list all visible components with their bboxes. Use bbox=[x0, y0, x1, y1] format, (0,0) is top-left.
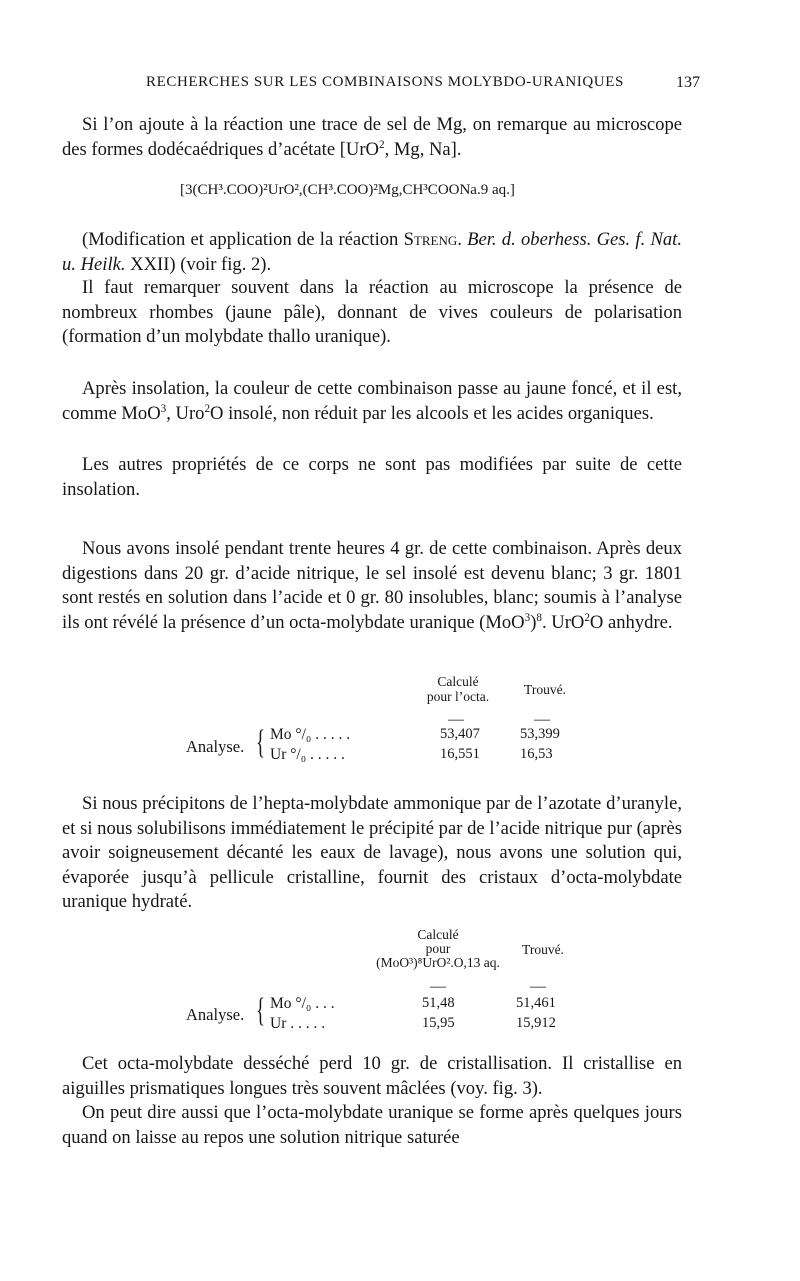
author-name: Streng bbox=[403, 229, 458, 250]
analysis-label: Analyse. bbox=[186, 737, 245, 756]
table-cell-found: 16,53 bbox=[520, 746, 553, 762]
column-header-found: Trouvé. bbox=[522, 942, 564, 957]
table-row-label: Mo °/₀ . . . . . bbox=[270, 726, 351, 743]
table-cell-found: 53,399 bbox=[520, 726, 560, 742]
table-row-label: Mo °/₀ . . . bbox=[270, 995, 335, 1012]
paragraph-4: Après insolation, la couleur de cette combinaison passe au jaune foncé, et il est, comme MoO$^3$, Uro$^2$O insolé, non réduit par les alcools et les acides organiques. bbox=[62, 378, 682, 424]
table-cell-found: 51,461 bbox=[516, 995, 556, 1011]
table-cell-calculated: 15,95 bbox=[422, 1015, 455, 1031]
paragraph-3: Il faut remarquer souvent dans la réaction au microscope la présence de nombreux rhombes (jaune pâle), donnant de vives couleurs de polarisation (formation d’un molybdate thallo uranique). bbox=[62, 277, 682, 347]
paragraph-6: Nous avons insolé pendant trente heures 4 gr. de cette combinaison. Après deux digestions dans 20 gr. d’acide nitrique, le sel insolé est devenu blanc; 3 gr. 1801 sont restés en solution dans l’acide et 0 gr. 80 insolubles, blanc; soumis à l’analyse ils ont révélé la présence d’un octa-molybdate uranique $(MoO^3)^8$. UrO$^2$O anhydre. bbox=[62, 538, 682, 633]
journal-reference: Ber. d. oberhess. Ges. f. Nat. u. Heilk. bbox=[62, 229, 682, 275]
brace: { bbox=[256, 724, 265, 761]
page-header bbox=[0, 74, 800, 98]
brace: { bbox=[256, 992, 265, 1029]
table-cell-found: 15,912 bbox=[516, 1015, 556, 1031]
paragraph-1: Si l’on ajoute à la réaction une trace de sel de Mg, on remarque au microscope des formes dodécaédriques d’acétate [UrO$^2$, Mg, Na]. bbox=[62, 114, 682, 160]
paragraph-5: Les autres propriétés de ce corps ne sont pas modifiées par suite de cette insolation. bbox=[62, 454, 682, 500]
header-rule: — bbox=[534, 711, 550, 728]
header-rule: — bbox=[430, 978, 446, 995]
paragraph-2: (Modification et application de la réaction Streng. Ber. d. oberhess. Ges. f. Nat. u. Heilk. XXII) (voir fig. 2). bbox=[62, 229, 682, 275]
header-rule: — bbox=[448, 711, 464, 728]
analysis-label: Analyse. bbox=[186, 1005, 245, 1024]
paragraph-9: On peut dire aussi que l’octa-molybdate uranique se forme après quelques jours quand on laisse au repos une solution nitrique saturée bbox=[62, 1102, 682, 1148]
column-header-calculated: Calculé pour l’octa. bbox=[426, 674, 490, 704]
column-header-calculated: Calculé pour (MoO³)⁸UrO².O,13 aq. bbox=[376, 927, 500, 970]
table-row-label: Ur °/₀ . . . . . bbox=[270, 746, 345, 763]
table-row-label: Ur . . . . . bbox=[270, 1015, 326, 1032]
column-header-found: Trouvé. bbox=[524, 682, 566, 697]
paragraph-7: Si nous précipitons de l’hepta-molybdate ammonique par de l’azotate d’uranyle, et si nous solubilisons immédiatement le précipité par de l’acide nitrique pur (après avoir soigneusement décanté les eaux de lavage), nous avons une solution qui, évaporée jusqu’à pellicule cristalline, fournit des cristaux d’octa-molybdate uranique hydraté. bbox=[62, 793, 682, 912]
running-title: RECHERCHES SUR LES COMBINAISONS MOLYBDO-URANIQUES bbox=[146, 74, 624, 90]
chemical-formula: [3(CH³.COO)²UrO²,(CH³.COO)²Mg,CH³COONa.9 aq.] bbox=[180, 182, 515, 198]
paragraph-8: Cet octa-molybdate desséché perd 10 gr. de cristallisation. Il cristallise en aiguilles prismatiques longues très souvent mâclées (voy. fig. 3). bbox=[62, 1053, 682, 1099]
table-cell-calculated: 53,407 bbox=[440, 726, 480, 742]
header-rule: — bbox=[530, 978, 546, 995]
page-number: 137 bbox=[676, 74, 700, 91]
table-cell-calculated: 51,48 bbox=[422, 995, 455, 1011]
table-cell-calculated: 16,551 bbox=[440, 746, 480, 762]
